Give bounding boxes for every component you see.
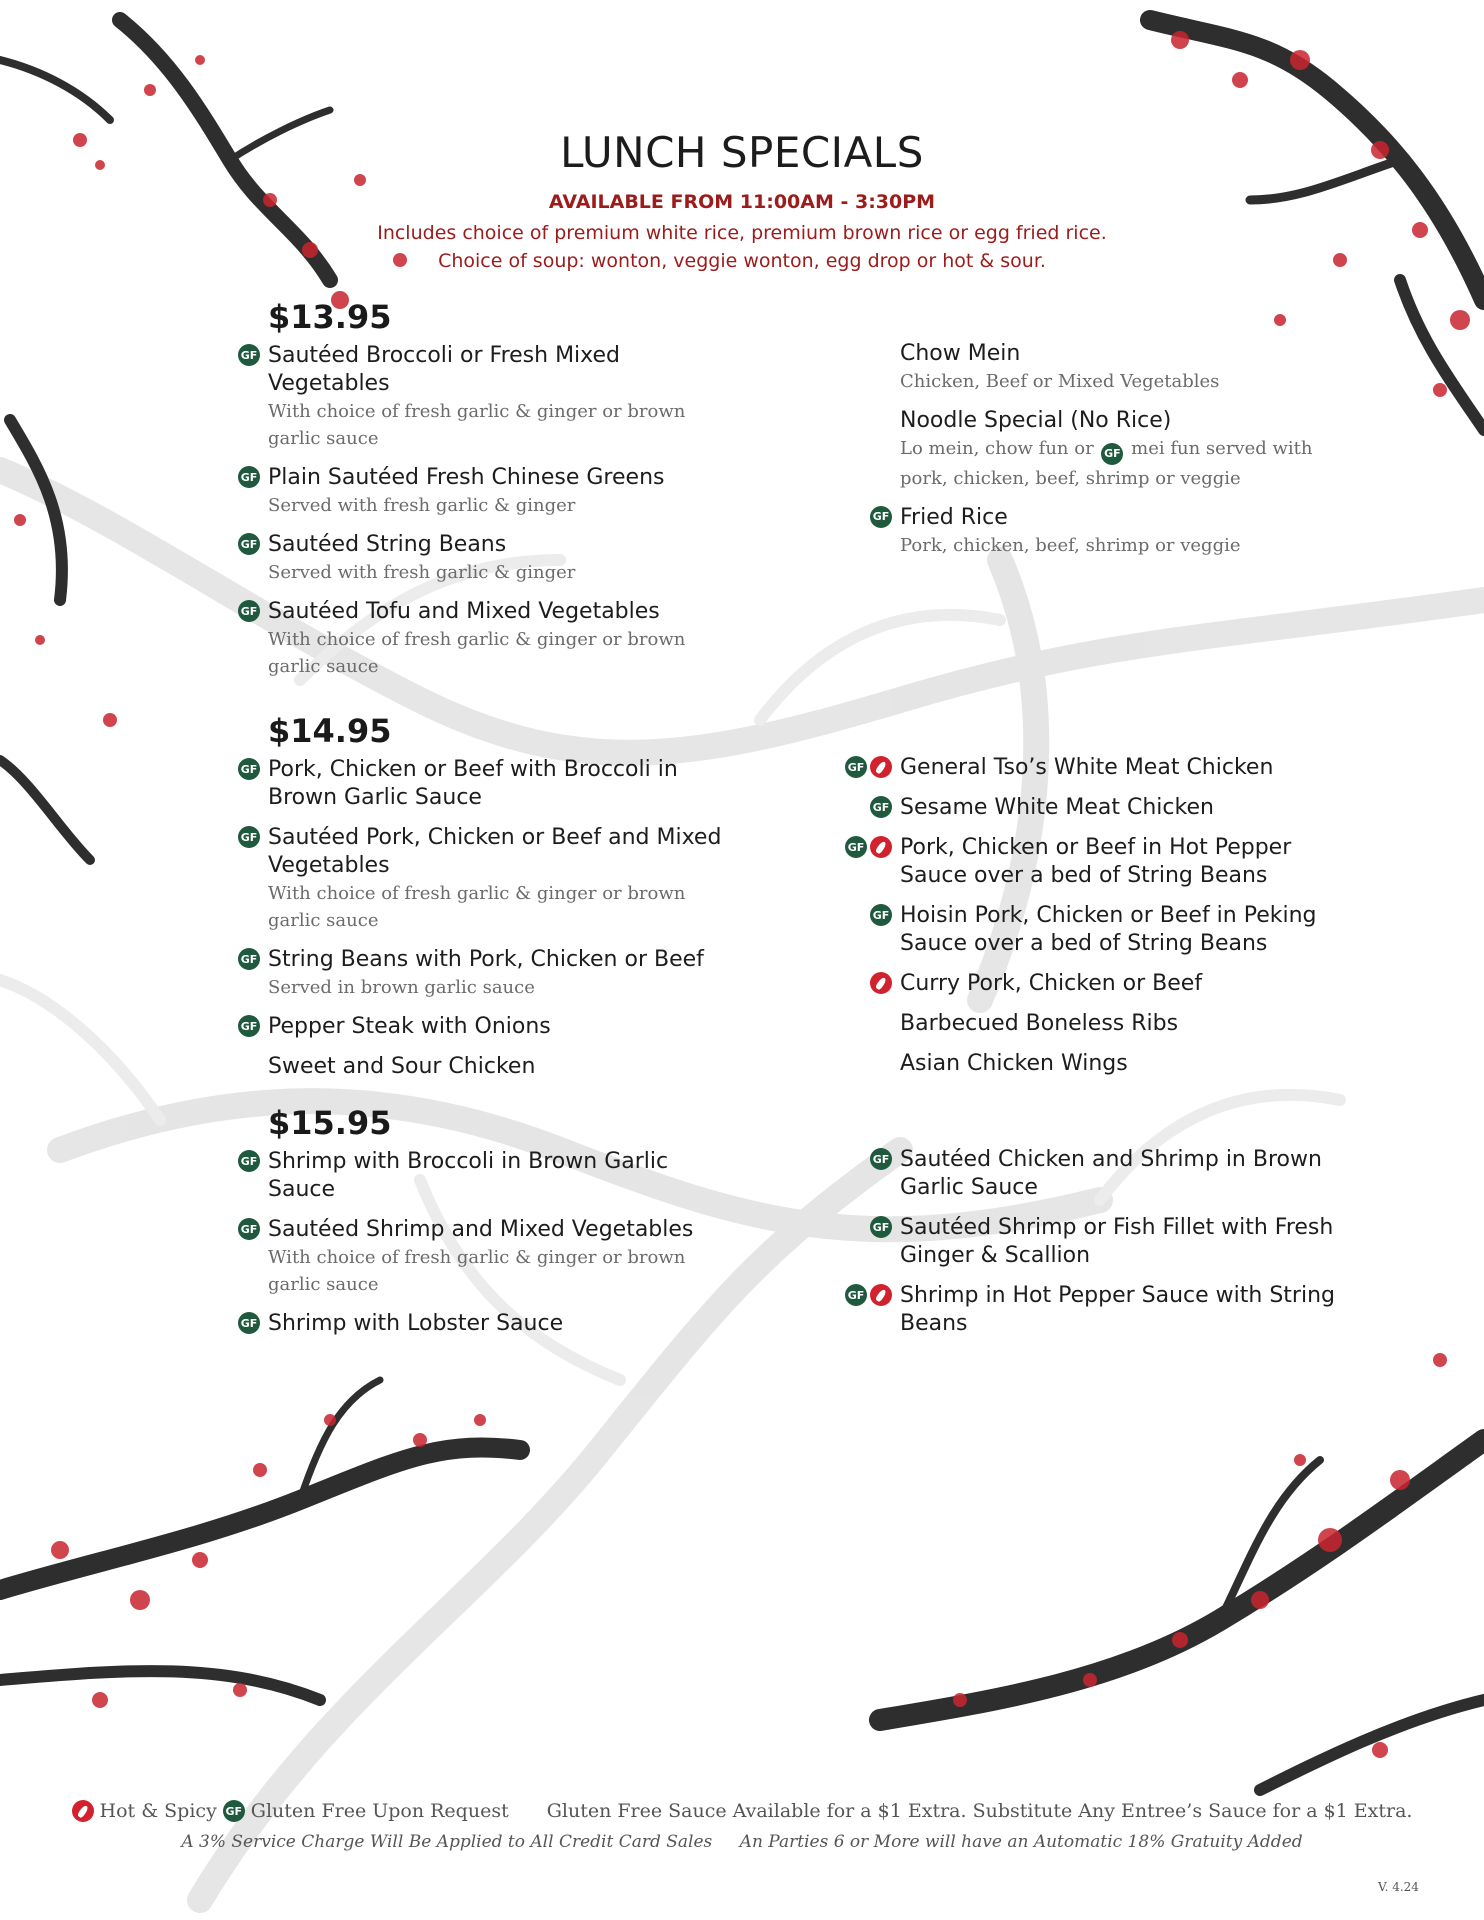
price-15-95: $15.95 — [268, 1104, 392, 1142]
gluten-free-icon: GF — [238, 758, 260, 780]
credit-card-note: A 3% Service Charge Will Be Applied to All Credit Card Sales — [181, 1832, 713, 1852]
section-13-95-left — [240, 342, 728, 692]
item-name: Sesame White Meat Chicken — [900, 795, 1214, 820]
dietary-icons — [238, 466, 260, 488]
item-name: Pepper Steak with Onions — [268, 1014, 551, 1039]
hot-spicy-icon — [72, 1800, 94, 1822]
menu-item-shrimp-with-broccoli-in-brown-garlic-sau — [240, 1148, 728, 1204]
dietary-icons — [238, 1150, 260, 1172]
section-14-95-left — [240, 756, 728, 1093]
price-13-95: $13.95 — [268, 298, 392, 336]
dietary-icons — [845, 836, 892, 858]
item-name: Chow Mein — [900, 341, 1021, 366]
rice-note: Includes choice of premium white rice, premium brown rice or egg fried rice. — [377, 222, 1107, 244]
gluten-free-icon: GF — [238, 600, 260, 622]
section-15-95-right — [847, 1146, 1360, 1350]
item-name: Barbecued Boneless Ribs — [900, 1011, 1179, 1036]
dietary-icons — [238, 344, 260, 366]
hot-spicy-icon — [870, 972, 892, 994]
item-name: Sautéed String Beans — [268, 532, 507, 557]
section-13-95-right — [872, 340, 1360, 571]
version-label: V. 4.24 — [1378, 1880, 1419, 1894]
menu-item-string-beans-with-pork-chicken-or-beef — [240, 946, 728, 1001]
menu-item-shrimp-in-hot-pepper-sauce-with-string-b — [847, 1282, 1360, 1338]
item-name: Sautéed Broccoli or Fresh Mixed Vegetables — [268, 343, 621, 396]
menu-footer — [0, 1800, 1484, 1852]
menu-item-general-tso-s-white-meat-chicken — [847, 754, 1360, 782]
item-name: Curry Pork, Chicken or Beef — [900, 971, 1203, 996]
menu-item-sweet-and-sour-chicken — [268, 1053, 728, 1081]
item-name: Pork, Chicken or Beef with Broccoli in Brown Garlic Sauce — [268, 757, 678, 810]
hot-spicy-label: Hot & Spicy — [99, 1800, 217, 1822]
menu-item-chow-mein — [900, 340, 1360, 395]
item-name: Shrimp with Broccoli in Brown Garlic Sauce — [268, 1149, 669, 1202]
gluten-free-icon: GF — [870, 1148, 892, 1170]
menu-item-saut-ed-pork-chicken-or-beef-and-mixed-v — [240, 824, 728, 934]
section-14-95-right — [847, 754, 1360, 1090]
dietary-icons — [238, 758, 260, 780]
dietary-icons — [870, 1148, 892, 1170]
gluten-free-icon: GF — [238, 948, 260, 970]
menu-item-saut-ed-shrimp-and-mixed-vegetables — [240, 1216, 728, 1298]
item-description: With choice of fresh garlic & ginger or brown garlic sauce — [268, 401, 686, 449]
menu-item-sesame-white-meat-chicken — [872, 794, 1360, 822]
item-name: Shrimp in Hot Pepper Sauce with String Beans — [900, 1283, 1335, 1336]
item-name: Asian Chicken Wings — [900, 1051, 1128, 1076]
item-description: With choice of fresh garlic & ginger or brown garlic sauce — [268, 883, 686, 931]
hot-spicy-icon — [870, 836, 892, 858]
dietary-icons — [870, 796, 892, 818]
gluten-free-icon: GF — [870, 506, 892, 528]
legend — [0, 1800, 1484, 1822]
item-name: Pork, Chicken or Beef in Hot Pepper Sauce over a bed of String Beans — [900, 835, 1292, 888]
policy-notes — [0, 1832, 1484, 1852]
item-name: Shrimp with Lobster Sauce — [268, 1311, 564, 1336]
gluten-free-icon: GF — [845, 1284, 867, 1306]
hot-spicy-icon — [870, 756, 892, 778]
hot-spicy-icon — [870, 1284, 892, 1306]
dietary-icons — [845, 1284, 892, 1306]
gluten-free-icon: GF — [845, 836, 867, 858]
menu-item-asian-chicken-wings — [900, 1050, 1360, 1078]
menu-item-saut-ed-chicken-and-shrimp-in-brown-garl — [872, 1146, 1360, 1202]
dietary-icons — [238, 1218, 260, 1240]
item-description: Served with fresh garlic & ginger — [268, 562, 576, 583]
item-name: Plain Sautéed Fresh Chinese Greens — [268, 465, 665, 490]
dietary-icons — [238, 533, 260, 555]
gluten-free-icon: GF — [870, 904, 892, 926]
item-name: General Tso’s White Meat Chicken — [900, 755, 1274, 780]
menu-header — [0, 128, 1484, 275]
gluten-free-icon: GF — [238, 826, 260, 848]
menu-item-pork-chicken-or-beef-with-broccoli-in-br — [240, 756, 728, 812]
menu-item-hoisin-pork-chicken-or-beef-in-peking-sa — [872, 902, 1360, 958]
menu-item-saut-ed-tofu-and-mixed-vegetables — [240, 598, 728, 680]
gluten-free-icon: GF — [870, 796, 892, 818]
menu-item-pork-chicken-or-beef-in-hot-pepper-sauce — [847, 834, 1360, 890]
dietary-icons — [238, 948, 260, 970]
section-15-95-left — [240, 1148, 728, 1350]
gluten-free-icon: GF — [223, 1800, 245, 1822]
description-part: Lo mein, chow fun or — [900, 438, 1094, 459]
menu-item-noodle-special-no-rice — [900, 407, 1360, 492]
gratuity-note: An Parties 6 or More will have an Automatic 18% Gratuity Added — [739, 1832, 1303, 1852]
dietary-icons — [870, 1216, 892, 1238]
item-name: Sautéed Chicken and Shrimp in Brown Garlic Sauce — [900, 1147, 1322, 1200]
item-name: Sautéed Tofu and Mixed Vegetables — [268, 599, 660, 624]
gluten-free-icon: GF — [238, 1150, 260, 1172]
item-name: Hoisin Pork, Chicken or Beef in Peking Sauce over a bed of String Beans — [900, 903, 1317, 956]
menu-item-saut-ed-broccoli-or-fresh-mixed-vegetabl — [240, 342, 728, 452]
dietary-icons — [238, 1015, 260, 1037]
item-description — [900, 435, 1360, 492]
dietary-icons — [238, 1312, 260, 1334]
item-description: Served in brown garlic sauce — [268, 977, 535, 998]
gluten-free-label: Gluten Free Upon Request — [250, 1800, 509, 1822]
item-name: String Beans with Pork, Chicken or Beef — [268, 947, 704, 972]
item-name: Sautéed Shrimp and Mixed Vegetables — [268, 1217, 694, 1242]
menu-item-shrimp-with-lobster-sauce — [240, 1310, 728, 1338]
menu-item-saut-ed-shrimp-or-fish-fillet-with-fresh — [872, 1214, 1360, 1270]
item-name: Sautéed Pork, Chicken or Beef and Mixed Vegetables — [268, 825, 722, 878]
gluten-free-icon: GF — [238, 344, 260, 366]
dietary-icons — [238, 600, 260, 622]
menu-item-curry-pork-chicken-or-beef — [900, 970, 1360, 998]
sauce-extra-note: Gluten Free Sauce Available for a $1 Extra. Substitute Any Entree’s Sauce for a $1 Extra. — [546, 1800, 1413, 1822]
gluten-free-icon: GF — [870, 1216, 892, 1238]
gluten-free-icon: GF — [238, 1015, 260, 1037]
gluten-free-icon: GF — [238, 533, 260, 555]
gluten-free-icon: GF — [238, 1312, 260, 1334]
gluten-free-icon: GF — [238, 1218, 260, 1240]
description-part: mei fun served with pork, chicken, beef, shrimp or veggie — [900, 438, 1313, 489]
menu-item-barbecued-boneless-ribs — [900, 1010, 1360, 1038]
page-title: LUNCH SPECIALS — [560, 128, 924, 177]
item-name: Fried Rice — [900, 504, 1008, 530]
soup-note: Choice of soup: wonton, veggie wonton, egg drop or hot & sour. — [438, 250, 1046, 272]
gluten-free-icon: GF — [1101, 443, 1123, 465]
menu-item-fried-rice — [872, 504, 1360, 559]
dietary-icons — [870, 972, 892, 994]
gluten-free-icon: GF — [845, 756, 867, 778]
item-name: Sweet and Sour Chicken — [268, 1054, 536, 1079]
menu-item-pepper-steak-with-onions — [240, 1013, 728, 1041]
item-description: Chicken, Beef or Mixed Vegetables — [900, 371, 1220, 392]
menu-item-saut-ed-string-beans — [240, 531, 728, 586]
item-name: Noodle Special (No Rice) — [900, 408, 1172, 433]
dietary-icons — [870, 904, 892, 926]
item-description: With choice of fresh garlic & ginger or brown garlic sauce — [268, 1247, 686, 1295]
dietary-icons — [845, 756, 892, 778]
item-description: Pork, chicken, beef, shrimp or veggie — [900, 534, 1241, 556]
item-name: Sautéed Shrimp or Fish Fillet with Fresh Ginger & Scallion — [900, 1215, 1334, 1268]
item-description: Served with fresh garlic & ginger — [268, 495, 576, 516]
dietary-icons — [238, 826, 260, 848]
gluten-free-icon: GF — [238, 466, 260, 488]
item-description: With choice of fresh garlic & ginger or brown garlic sauce — [268, 629, 686, 677]
menu-item-plain-saut-ed-fresh-chinese-greens — [240, 464, 728, 519]
hours-note: AVAILABLE FROM 11:00AM - 3:30PM — [548, 191, 936, 213]
dietary-icons — [870, 506, 892, 528]
price-14-95: $14.95 — [268, 712, 392, 750]
